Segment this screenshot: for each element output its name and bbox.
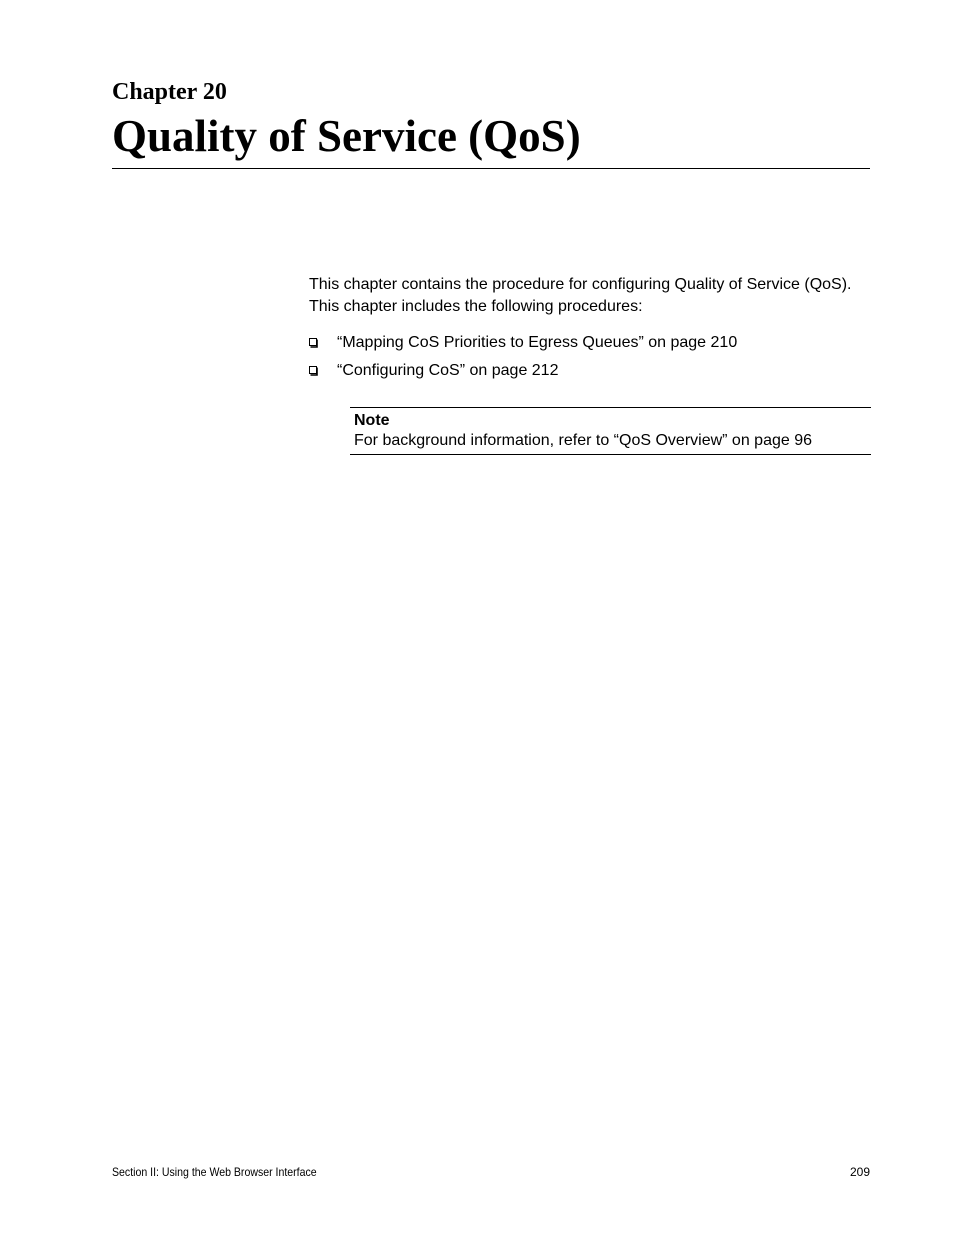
procedure-item-mapping-cos[interactable] [309,332,869,354]
page-title: Quality of Service (QoS) [112,111,581,161]
procedure-link-label[interactable]: “Configuring CoS” on page 212 [337,362,559,379]
procedure-list [309,332,869,388]
note-heading: Note [354,412,390,429]
hollow-square-bullet-icon [309,338,319,348]
hollow-square-bullet-icon [309,366,319,376]
intro-paragraph: This chapter contains the procedure for configuring Quality of Service (QoS). This chapter includes the following procedures: [309,276,852,315]
note-text: For background information, refer to “QoS Overview” on page 96 [354,432,812,449]
procedure-item-configuring-cos[interactable] [309,360,869,382]
chapter-label: Chapter 20 [112,79,227,105]
note-box [350,407,871,455]
procedure-link-label[interactable]: “Mapping CoS Priorities to Egress Queues” on page 210 [337,334,738,351]
title-divider [112,168,870,169]
footer-page-number: 209 [849,1165,870,1179]
footer-section-title: Section II: Using the Web Browser Interface [112,1165,317,1179]
